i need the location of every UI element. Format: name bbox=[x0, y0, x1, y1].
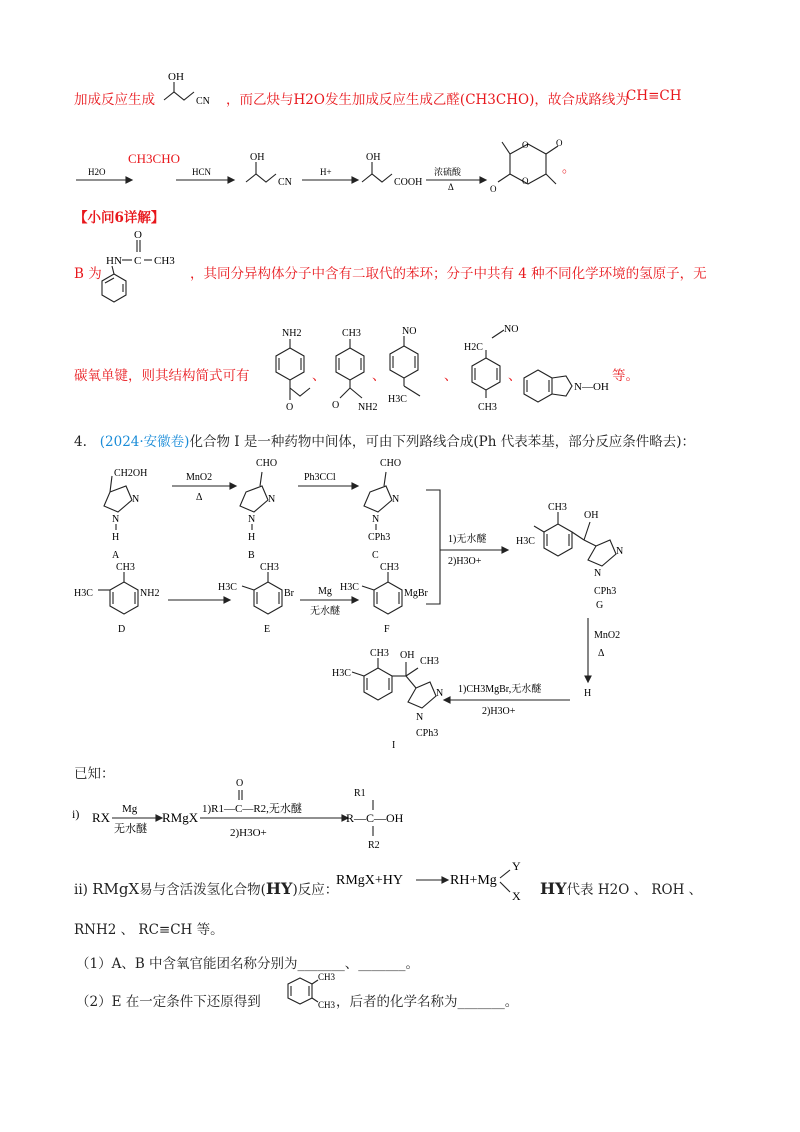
sep-3: 、 bbox=[444, 368, 458, 384]
svg-text:O: O bbox=[490, 184, 497, 194]
svg-text:浓硫酸: 浓硫酸 bbox=[434, 167, 462, 177]
known-ii-rep: HY代表 H2O 、 ROH 、 bbox=[540, 879, 703, 898]
svg-text:CN: CN bbox=[278, 177, 292, 188]
svg-text:NO: NO bbox=[402, 326, 417, 337]
svg-text:E: E bbox=[264, 624, 271, 635]
sep-2: 、 bbox=[372, 368, 386, 384]
compound-e bbox=[218, 562, 295, 635]
svg-text:R1: R1 bbox=[354, 788, 366, 799]
compound-a bbox=[104, 468, 147, 561]
sub6-line2: 碳氧单键，则其结构简式可有 bbox=[74, 368, 250, 384]
known-ii-equation bbox=[336, 860, 536, 904]
svg-text:无水醚: 无水醚 bbox=[310, 606, 340, 617]
svg-text:O: O bbox=[522, 140, 529, 150]
isomer-isoindoline-n-oh bbox=[520, 366, 610, 412]
svg-text:1)R1—C—R2,无水醚: 1)R1—C—R2,无水醚 bbox=[202, 803, 302, 815]
svg-text:R—C—OH: R—C—OH bbox=[346, 811, 404, 825]
svg-text:Mg: Mg bbox=[318, 586, 332, 597]
svg-text:O: O bbox=[236, 778, 244, 789]
compound-b bbox=[240, 458, 277, 561]
svg-text:O: O bbox=[134, 229, 142, 241]
sub6-header: 【小问6详解】 bbox=[74, 210, 165, 226]
svg-text:H3C: H3C bbox=[332, 668, 351, 679]
svg-text:1)CH3MgBr,无水醚: 1)CH3MgBr,无水醚 bbox=[458, 684, 542, 695]
svg-text:无水醚: 无水醚 bbox=[114, 823, 147, 835]
svg-text:Ph3CCl: Ph3CCl bbox=[304, 472, 336, 483]
sub6-line1: ，其同分异构体分子中含有二取代的苯环；分子中共有 4 种不同化学环境的氢原子，无 bbox=[190, 266, 707, 282]
svg-text:H3C: H3C bbox=[340, 582, 359, 593]
svg-text:H2C: H2C bbox=[464, 342, 483, 353]
svg-text:H+: H+ bbox=[320, 167, 332, 177]
svg-text:Mg: Mg bbox=[122, 803, 138, 815]
svg-text:NO: NO bbox=[504, 324, 519, 335]
svg-text:CH3: CH3 bbox=[420, 656, 439, 667]
svg-text:Δ: Δ bbox=[196, 492, 203, 503]
svg-text:OH: OH bbox=[584, 510, 599, 521]
svg-text:CH3: CH3 bbox=[116, 562, 135, 573]
svg-text:CPh3: CPh3 bbox=[368, 532, 391, 543]
svg-text:1)无水醚: 1)无水醚 bbox=[448, 534, 487, 545]
svg-text:N—OH: N—OH bbox=[574, 381, 609, 393]
svg-text:CH2OH: CH2OH bbox=[114, 468, 148, 479]
etc-text: 等。 bbox=[612, 368, 639, 384]
svg-text:OH: OH bbox=[250, 152, 265, 163]
known-title: 已知： bbox=[74, 766, 115, 782]
svg-text:N: N bbox=[248, 514, 256, 525]
b-is-label: B 为 bbox=[74, 266, 102, 282]
svg-text:N: N bbox=[268, 494, 276, 505]
svg-text:CH3: CH3 bbox=[370, 648, 389, 659]
synthesis-route bbox=[70, 130, 610, 196]
svg-text:RH+Mg: RH+Mg bbox=[450, 873, 497, 888]
svg-text:H2O: H2O bbox=[88, 167, 106, 177]
svg-text:OH: OH bbox=[366, 152, 381, 163]
svg-text:i): i) bbox=[72, 807, 80, 821]
svg-text:A: A bbox=[112, 550, 120, 561]
svg-text:MnO2: MnO2 bbox=[186, 472, 213, 483]
svg-text:O: O bbox=[332, 400, 340, 411]
svg-text:H3C: H3C bbox=[516, 536, 535, 547]
svg-text:RMgX+HY: RMgX+HY bbox=[336, 873, 404, 888]
svg-text:MnO2: MnO2 bbox=[594, 630, 621, 641]
svg-text:C: C bbox=[134, 255, 142, 267]
svg-text:CH3: CH3 bbox=[342, 328, 361, 339]
svg-text:2)H3O+: 2)H3O+ bbox=[448, 556, 482, 567]
svg-text:CPh3: CPh3 bbox=[594, 586, 617, 597]
compound-c bbox=[364, 458, 401, 561]
svg-text:COOH: COOH bbox=[394, 177, 423, 188]
svg-text:CH3: CH3 bbox=[478, 402, 497, 413]
text-line1-pre: 加成反应生成 bbox=[74, 92, 155, 108]
svg-text:NH2: NH2 bbox=[282, 328, 302, 339]
question-4-2-pre: （2）E 在一定条件下还原得到 bbox=[76, 994, 261, 1010]
o-xylene-structure bbox=[276, 972, 336, 1020]
reaction-scheme bbox=[70, 450, 710, 750]
svg-text:I: I bbox=[392, 740, 396, 751]
svg-text:CH3: CH3 bbox=[380, 562, 399, 573]
svg-text:2)H3O+: 2)H3O+ bbox=[482, 706, 516, 717]
svg-text:N: N bbox=[594, 568, 602, 579]
svg-text:CHO: CHO bbox=[256, 458, 278, 469]
svg-text:。: 。 bbox=[562, 160, 576, 175]
svg-text:H3C: H3C bbox=[218, 582, 237, 593]
question-4-stem: 4. (2024·安徽卷)化合物 I 是一种药物中间体，可由下列路线合成(Ph 代表苯基，部分反应条件略去)： bbox=[74, 434, 695, 450]
svg-text:H: H bbox=[248, 532, 256, 543]
svg-text:N: N bbox=[392, 494, 400, 505]
svg-text:X: X bbox=[512, 889, 521, 903]
acetanilide-structure bbox=[94, 226, 186, 310]
svg-text:HN: HN bbox=[106, 255, 122, 267]
sep-4: 、 bbox=[508, 368, 522, 384]
svg-text:F: F bbox=[384, 624, 390, 635]
compound-g bbox=[516, 502, 623, 611]
svg-text:H: H bbox=[112, 532, 120, 543]
svg-text:N: N bbox=[112, 514, 120, 525]
svg-text:CH3: CH3 bbox=[260, 562, 279, 573]
svg-text:N: N bbox=[372, 514, 380, 525]
svg-text:MgBr: MgBr bbox=[404, 588, 428, 599]
svg-text:Br: Br bbox=[284, 588, 294, 599]
svg-text:CH3: CH3 bbox=[154, 255, 175, 267]
lactonitrile-structure bbox=[160, 70, 218, 114]
svg-text:CHO: CHO bbox=[380, 458, 402, 469]
compound-d bbox=[74, 562, 159, 635]
svg-text:G: G bbox=[596, 600, 604, 611]
svg-text:O: O bbox=[286, 402, 294, 413]
svg-text:CH3: CH3 bbox=[548, 502, 567, 513]
svg-text:N: N bbox=[616, 546, 624, 557]
acetylene-formula: CH≡CH bbox=[626, 88, 682, 104]
svg-text:N: N bbox=[416, 712, 424, 723]
svg-text:CH3CHO: CH3CHO bbox=[128, 151, 181, 166]
svg-text:Δ: Δ bbox=[448, 182, 454, 192]
isomer-nitroso-ethylbenzene bbox=[386, 322, 450, 414]
svg-text:HCN: HCN bbox=[192, 167, 212, 177]
svg-text:R2: R2 bbox=[368, 840, 380, 851]
svg-text:CPh3: CPh3 bbox=[416, 728, 439, 739]
svg-text:D: D bbox=[118, 624, 126, 635]
svg-text:O: O bbox=[556, 138, 563, 148]
svg-text:Y: Y bbox=[512, 859, 521, 873]
svg-text:RMgX: RMgX bbox=[162, 810, 199, 825]
svg-text:OH: OH bbox=[168, 71, 184, 83]
svg-text:NH2: NH2 bbox=[140, 588, 160, 599]
svg-text:H3C: H3C bbox=[74, 588, 93, 599]
svg-text:CN: CN bbox=[196, 96, 210, 107]
svg-text:H: H bbox=[584, 688, 592, 699]
svg-text:N: N bbox=[132, 494, 140, 505]
svg-text:2)H3O+: 2)H3O+ bbox=[230, 827, 267, 839]
svg-text:O: O bbox=[522, 176, 529, 186]
svg-text:CH3: CH3 bbox=[318, 1000, 336, 1010]
sep-1: 、 bbox=[312, 368, 326, 384]
svg-text:H3C: H3C bbox=[388, 394, 407, 405]
svg-text:NH2: NH2 bbox=[358, 402, 378, 413]
text-line1-post: ，而乙炔与H2O发生加成反应生成乙醛(CH3CHO)，故合成路线为 bbox=[226, 92, 629, 108]
svg-text:B: B bbox=[248, 550, 255, 561]
svg-text:OH: OH bbox=[400, 650, 415, 661]
known-i-reaction bbox=[70, 774, 430, 854]
svg-text:C: C bbox=[372, 550, 379, 561]
compound-i bbox=[332, 648, 443, 751]
svg-text:Δ: Δ bbox=[598, 648, 605, 659]
question-4-2-post: ，后者的化学名称为_______。 bbox=[336, 994, 519, 1010]
question-4-1: （1）A、B 中含氧官能团名称分别为_______、_______。 bbox=[76, 956, 420, 972]
known-ii-list2: RNH2 、 RC≡CH 等。 bbox=[74, 922, 224, 938]
svg-text:CH3: CH3 bbox=[318, 972, 336, 982]
svg-text:N: N bbox=[436, 688, 444, 699]
svg-text:RX: RX bbox=[92, 810, 111, 825]
known-ii-text: ii) RMgX易与含活泼氢化合物(HY)反应： bbox=[74, 879, 339, 898]
